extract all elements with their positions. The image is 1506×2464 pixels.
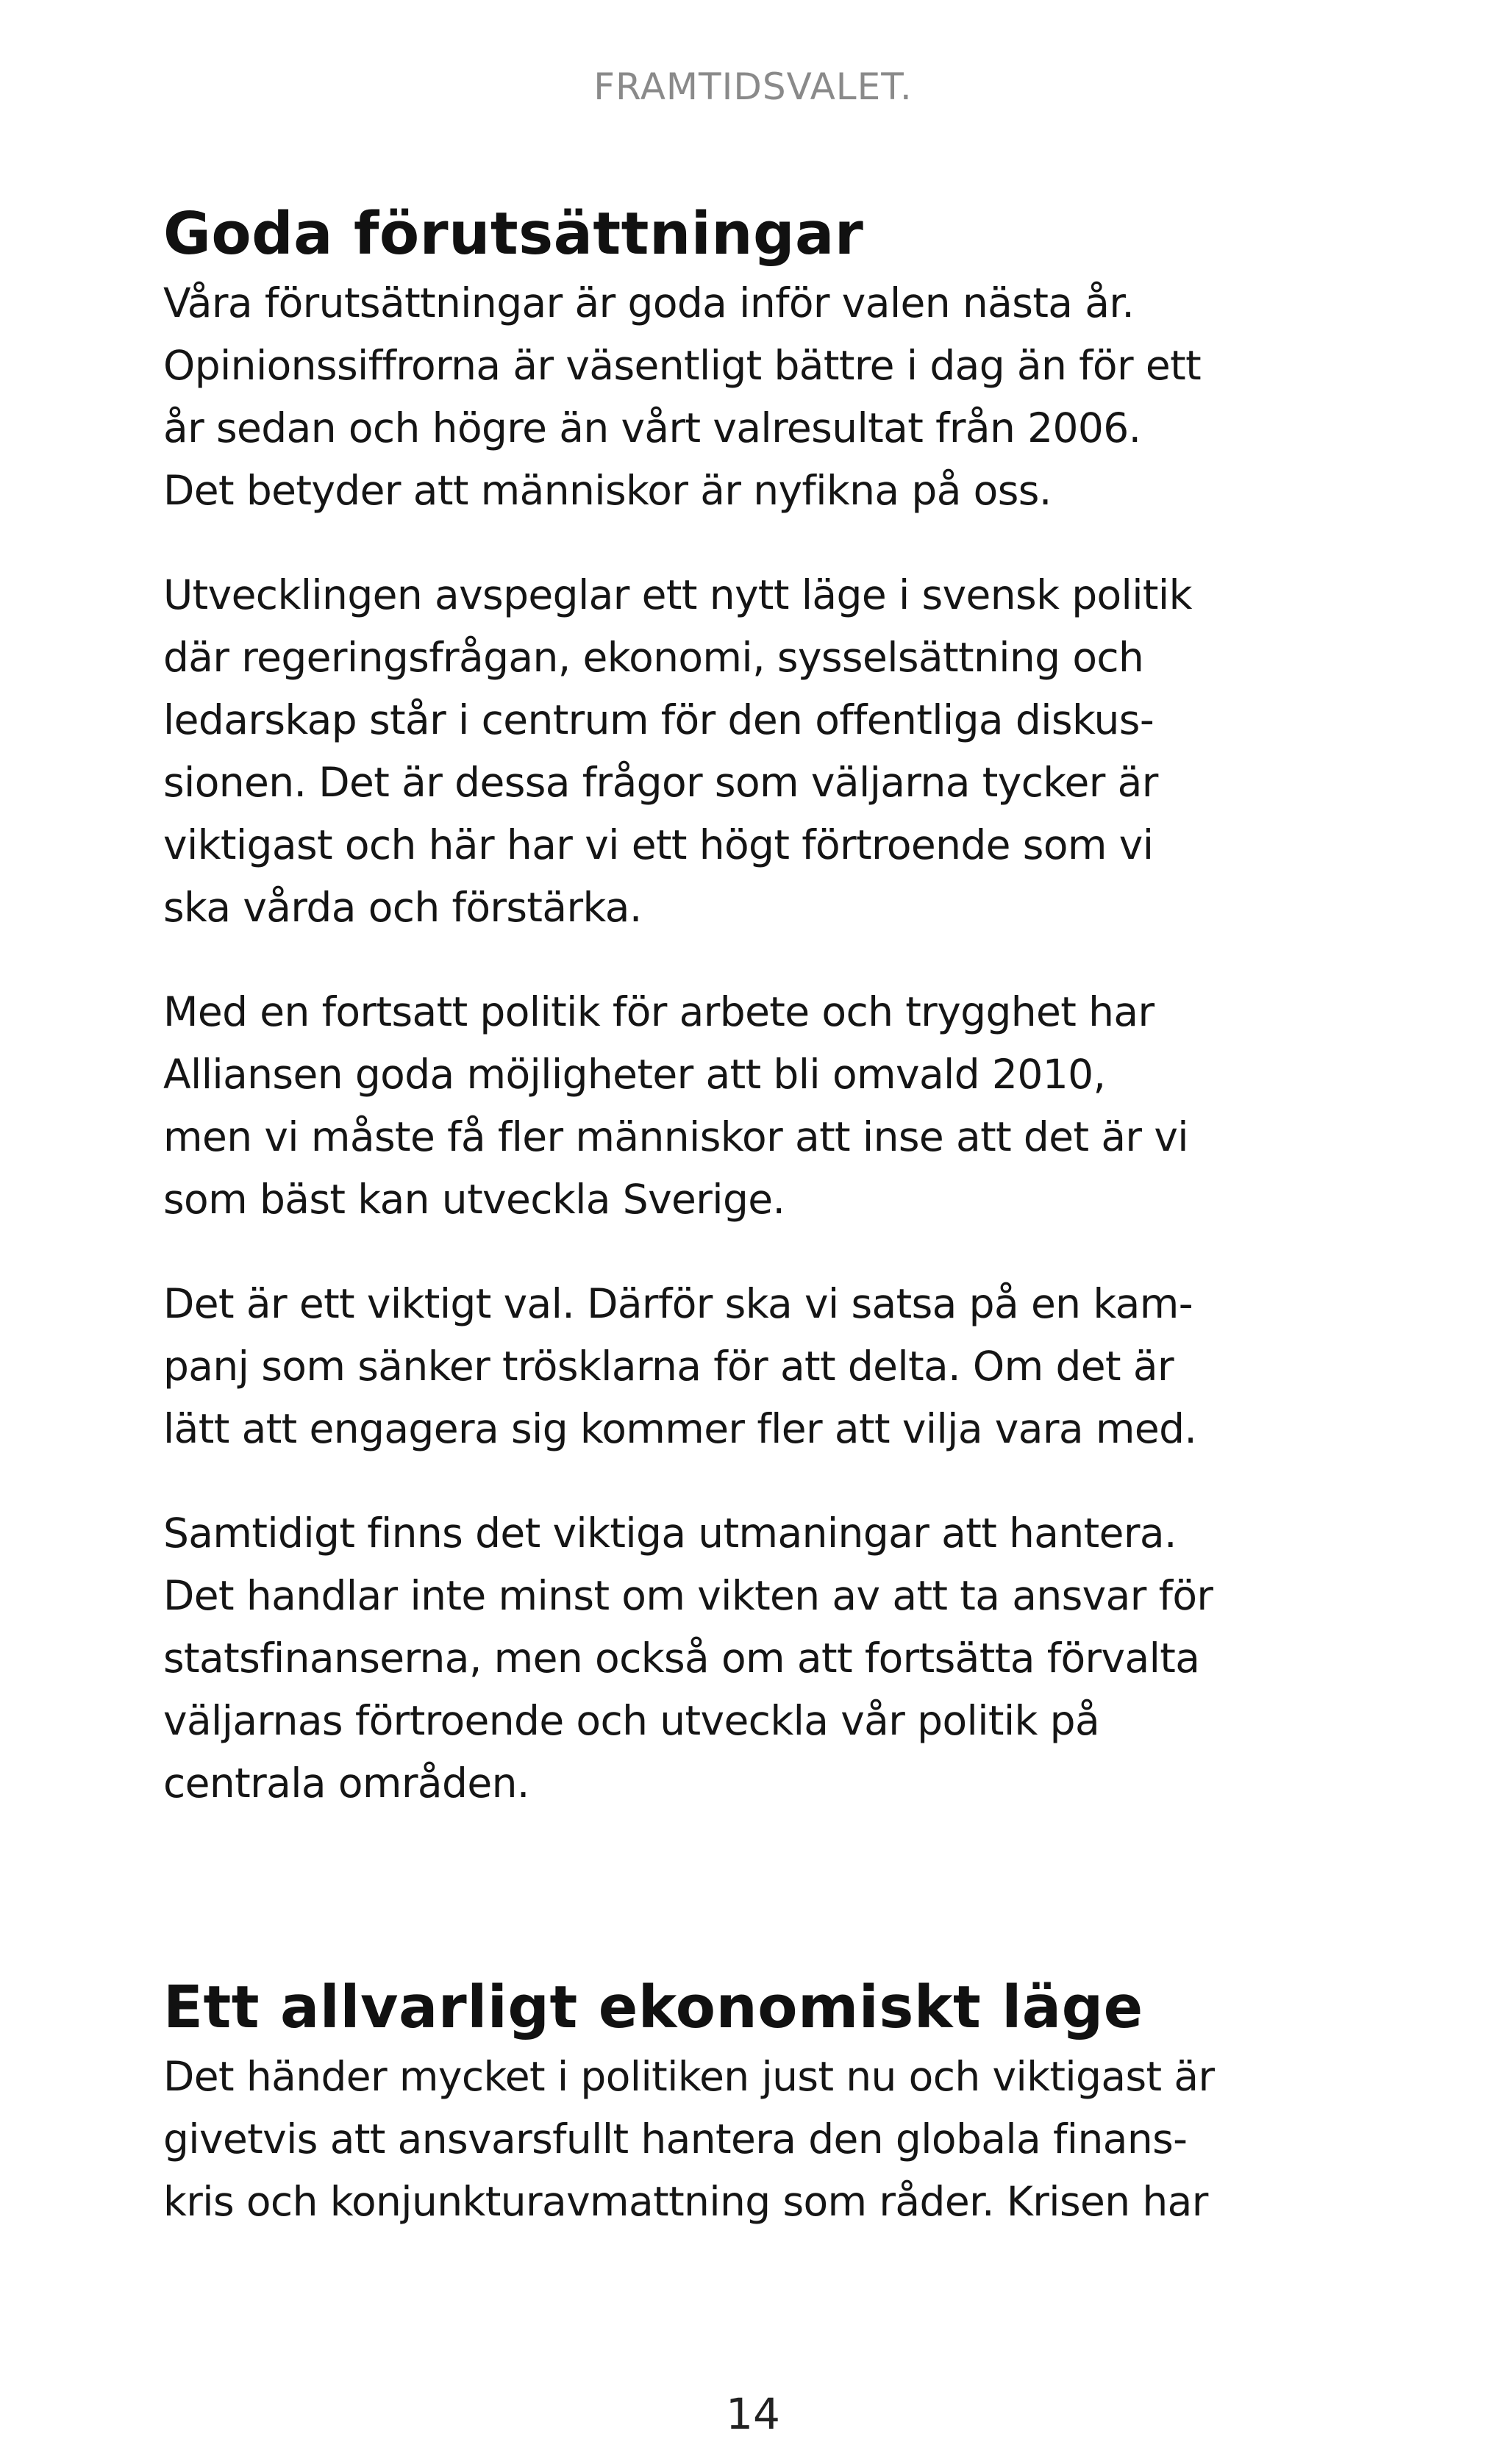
paragraph: Våra förutsättningar är goda inför valen nästa år. Opinionssiffrorna är väsentligt bättre i dag än för ett år sedan och högre än vårt valresultat från 2006. Det betyder att människor är nyfikna på oss. xyxy=(163,279,1202,514)
paragraph: Med en fortsatt politik för arbete och trygghet har Alliansen goda möjligheter att bli omvald 2010, men vi måste få fler människor att inse att det är vi som bäst kan utveckla Sverige. xyxy=(163,988,1188,1223)
page-body xyxy=(163,197,1296,2233)
paragraph: Det är ett viktigt val. Därför ska vi satsa på en kam- panj som sänker trösklarna för att delta. Om det är lätt att engagera sig kommer fler att vilja vara med. xyxy=(163,1280,1197,1452)
paragraph: Utvecklingen avspeglar ett nytt läge i svensk politik där regeringsfrågan, ekonomi, sysselsättning och ledarskap står i centrum för den offentliga diskus- sionen. Det är dessa frågor som väljarna tycker är viktigast och här har vi ett högt förtroende som vi ska vårda och förstärka. xyxy=(163,571,1192,931)
paragraph: Det händer mycket i politiken just nu och viktigast är givetvis att ansvarsfullt hantera den globala finans- kris och konjunkturavmattning som råder. Krisen har xyxy=(163,2053,1215,2225)
page-number: 14 xyxy=(726,2389,780,2439)
section-heading-ekonomiskt-lage: Ett allvarligt ekonomiskt läge xyxy=(163,1974,1143,2041)
running-header: FRAMTIDSVALET. xyxy=(593,65,913,108)
section-heading-goda-forutsattningar: Goda förutsättningar xyxy=(163,200,864,268)
paragraph: Samtidigt finns det viktiga utmaningar att hantera. Det handlar inte minst om vikten av att ta ansvar för statsfinanserna, men också om att fortsätta förvalta väljarnas förtroende och utveckla vår politik på centrala områden. xyxy=(163,1510,1213,1807)
